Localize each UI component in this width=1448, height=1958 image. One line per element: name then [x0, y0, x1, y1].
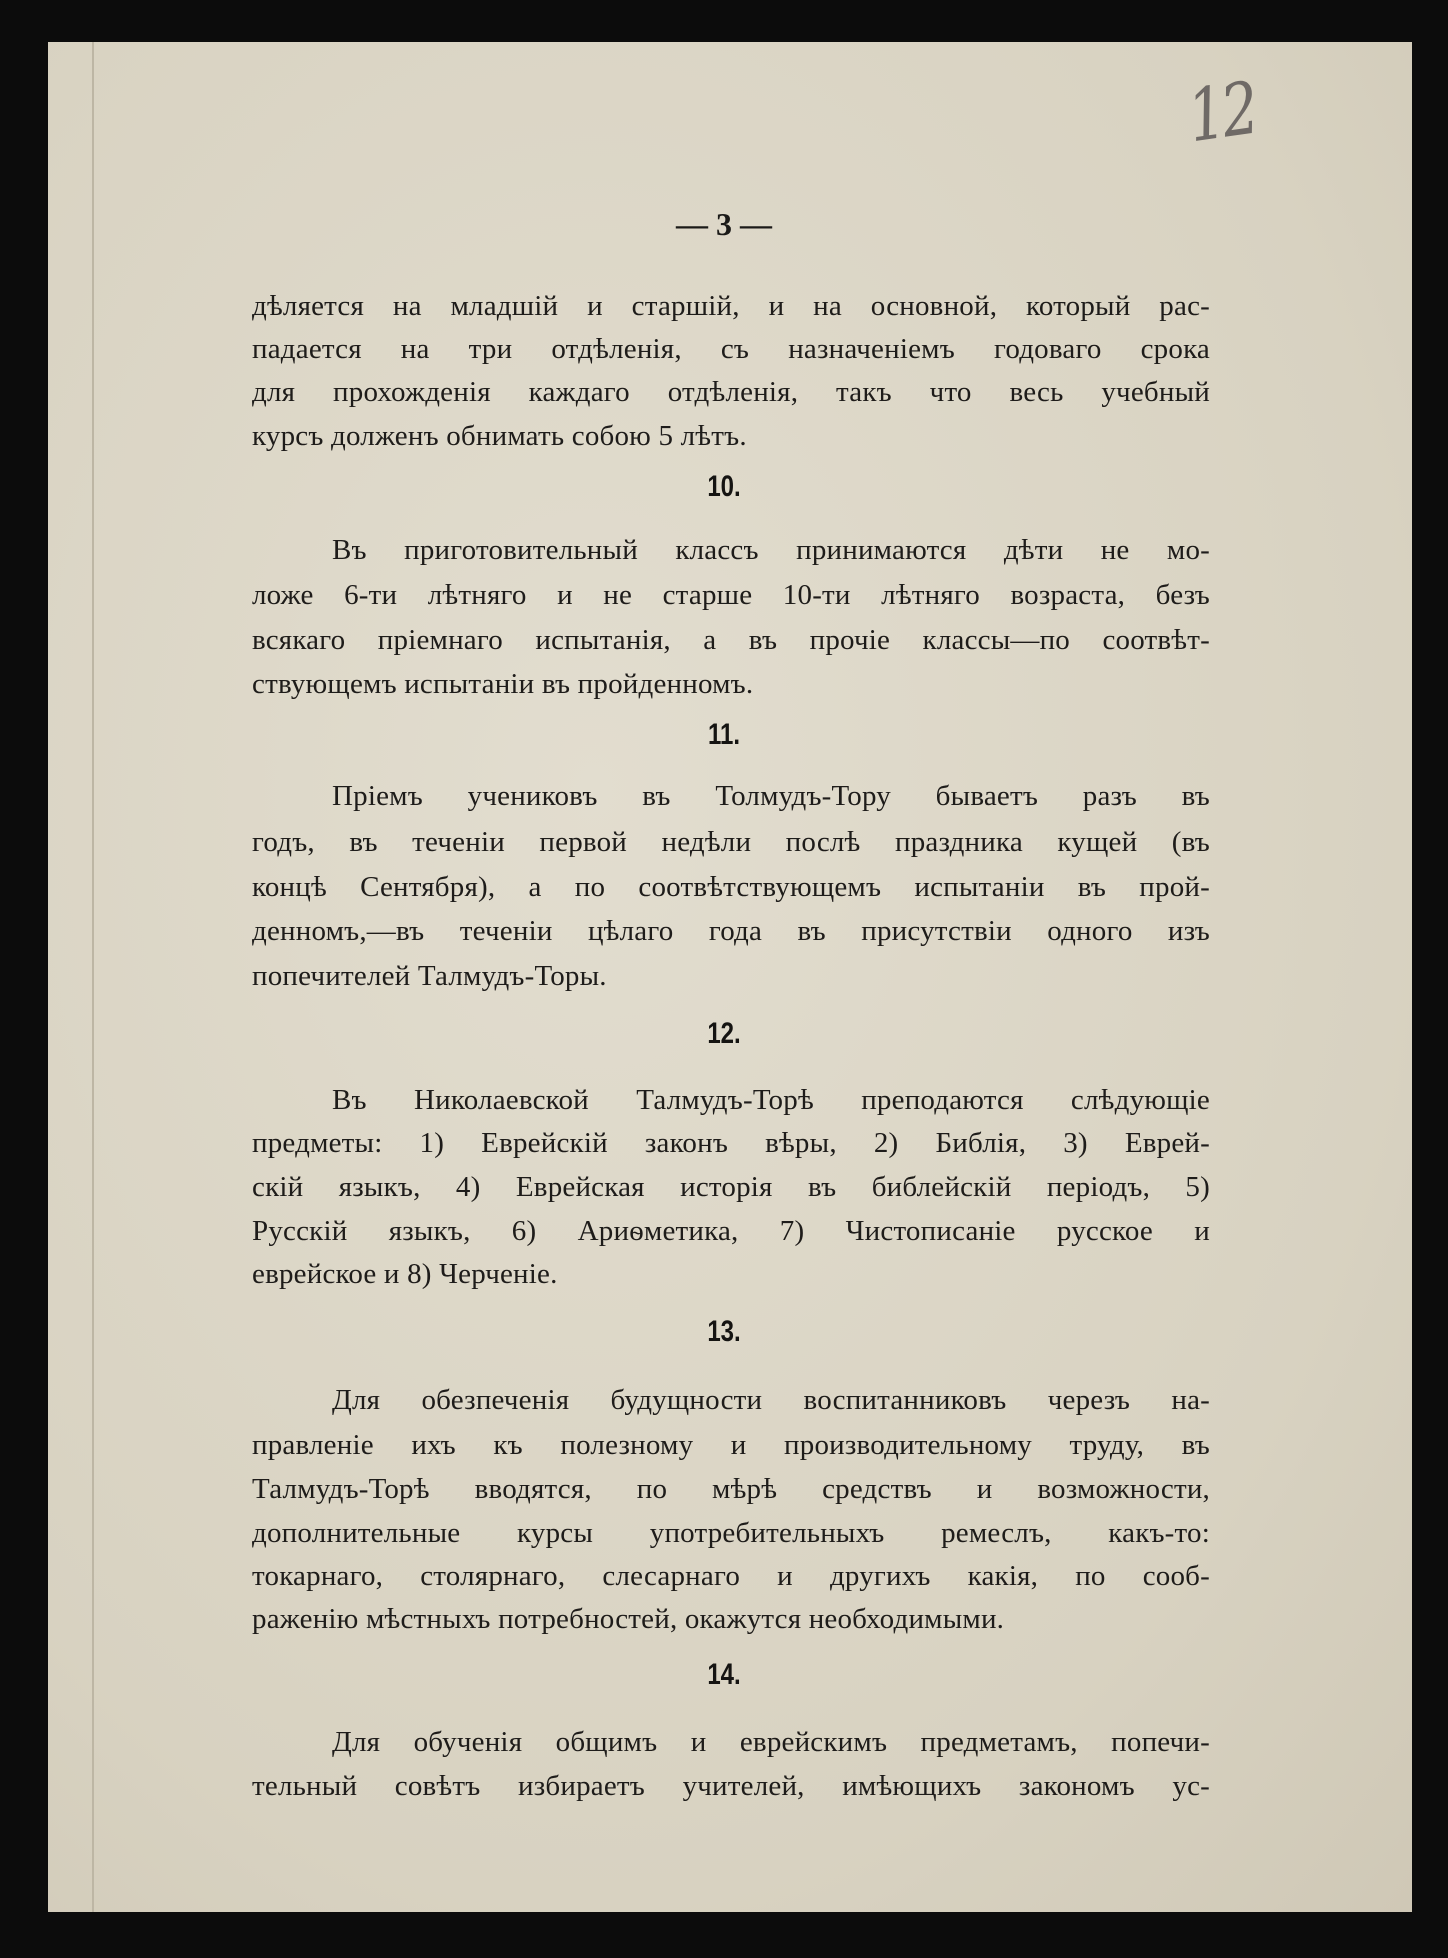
text-line: падается на три отдѣленія, съ назначеніемъ годоваго срока	[252, 333, 1210, 365]
text-line: еврейское и 8) Черченіе.	[252, 1258, 558, 1290]
text-line: всякаго пріемнаго испытанія, а въ прочіе классы—по соотвѣт-	[252, 624, 1210, 656]
section-heading: 11.	[707, 718, 741, 751]
handwritten-folio-number: 12	[1182, 65, 1261, 159]
page-fold-line	[92, 42, 94, 1912]
text-line: Въ Николаевской Талмудъ-Торѣ преподаются слѣдующіе	[332, 1084, 1210, 1116]
text-line: Для обученія общимъ и еврейскимъ предметамъ, попечи-	[332, 1726, 1210, 1758]
text-line: попечителей Талмудъ-Торы.	[252, 960, 607, 992]
text-line: дополнительные курсы употребительныхъ ремеслъ, какъ-то:	[252, 1517, 1210, 1549]
section-heading: 10.	[707, 470, 741, 503]
text-line: годъ, въ теченіи первой недѣли послѣ праздника кущей (въ	[252, 826, 1210, 858]
text-line: курсъ долженъ обнимать собою 5 лѣтъ.	[252, 420, 747, 452]
text-line: Для обезпеченія будущности воспитанниковъ черезъ на-	[332, 1384, 1210, 1416]
text-line: тельный совѣтъ избираетъ учителей, имѣющихъ закономъ ус-	[252, 1770, 1210, 1802]
page-number: — 3 —	[676, 206, 772, 242]
section-heading: 14.	[707, 1658, 741, 1691]
text-line: ложе 6-ти лѣтняго и не старше 10-ти лѣтняго возраста, безъ	[252, 579, 1210, 611]
text-line: правленіе ихъ къ полезному и производительному труду, въ	[252, 1429, 1210, 1461]
text-line: раженію мѣстныхъ потребностей, окажутся необходимыми.	[252, 1603, 1005, 1635]
section-heading: 13.	[707, 1315, 741, 1348]
text-line: Русскій языкъ, 6) Ариѳметика, 7) Чистописаніе русское и	[252, 1215, 1210, 1247]
text-line: токарнаго, столярнаго, слесарнаго и другихъ какія, по сооб-	[252, 1560, 1210, 1592]
text-line: Талмудъ-Торѣ вводятся, по мѣрѣ средствъ и возможности,	[252, 1473, 1210, 1505]
text-line: денномъ,—въ теченіи цѣлаго года въ присутствіи одного изъ	[252, 915, 1210, 947]
text-line: для прохожденія каждаго отдѣленія, такъ что весь учебный	[252, 376, 1210, 408]
text-line: концѣ Сентября), а по соотвѣтствующемъ испытаніи въ прой-	[252, 871, 1210, 903]
text-line: скій языкъ, 4) Еврейская исторія въ библейскій періодъ, 5)	[252, 1171, 1210, 1203]
text-line: Пріемъ учениковъ въ Толмудъ-Тору бываетъ разъ въ	[332, 780, 1210, 812]
text-line: ствующемъ испытаніи въ пройденномъ.	[252, 668, 754, 700]
text-line: предметы: 1) Еврейскій законъ вѣры, 2) Библія, 3) Еврей-	[252, 1127, 1210, 1159]
section-heading: 12.	[707, 1017, 741, 1050]
text-line: Въ приготовительный классъ принимаются дѣти не мо-	[332, 534, 1210, 566]
text-line: дѣляется на младшій и старшій, и на основной, который рас-	[252, 290, 1210, 322]
